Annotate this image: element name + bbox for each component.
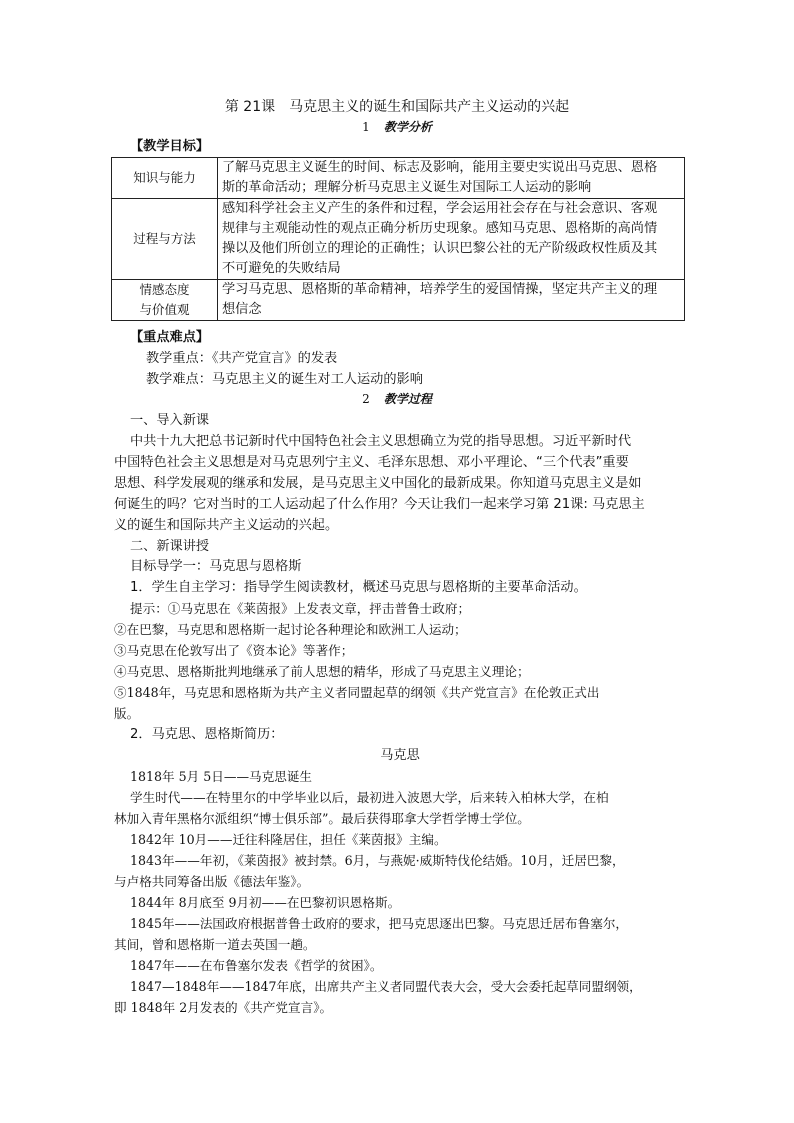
objective-line: 学习马克思、恩格斯的革命精神，培养学生的爱国情操，坚定共产主义的理 bbox=[222, 282, 658, 297]
hint-line: 版。 bbox=[114, 706, 140, 721]
paragraph-line: 中国特色社会主义思想是对马克思列宁主义、毛泽东思想、邓小平理论、“三个代表”重要 bbox=[114, 455, 629, 470]
objective-line: 操以及他们所创立的理论的正确性；认识巴黎公社的无产阶级政权性质及其 bbox=[222, 241, 658, 256]
timeline-line: 其间，曾和恩格斯一道去英国一趟。 bbox=[114, 937, 316, 952]
timeline-line: 1842年 10月——迁往科隆居住，担任《莱茵报》主编。 bbox=[130, 832, 447, 847]
objective-key bbox=[112, 280, 218, 321]
section-label: 教学过程 bbox=[383, 392, 432, 406]
section-label: 教学分析 bbox=[383, 120, 432, 134]
marx-heading: 马克思 bbox=[380, 748, 420, 763]
intro-heading: 一、导入新课 bbox=[130, 413, 210, 428]
objective-line: 不可避免的失败结局 bbox=[222, 261, 341, 276]
objectives-heading: 【教学目标】 bbox=[130, 139, 210, 154]
objective-value bbox=[218, 280, 685, 321]
guide-heading: 目标导学一：马克思与恩格斯 bbox=[130, 559, 302, 574]
table-row bbox=[112, 199, 685, 280]
timeline-line: 林加入青年黑格尔派组织“博士俱乐部”。最后获得耶拿大学哲学博士学位。 bbox=[114, 811, 530, 826]
objective-line: 感知科学社会主义产生的条件和过程，学会运用社会存在与社会意识、客观 bbox=[222, 201, 658, 216]
table-row bbox=[112, 158, 685, 199]
objective-key: 过程与方法 bbox=[112, 199, 218, 280]
key-point: 教学重点：《共产党宣言》的发表 bbox=[146, 351, 338, 366]
difficult-point: 教学难点：马克思主义的诞生对工人运动的影响 bbox=[146, 372, 423, 387]
paragraph-line: 中共十九大把总书记新时代中国特色社会主义思想确立为党的指导思想。习近平新时代 bbox=[130, 434, 632, 449]
objective-line: 规律与主观能动性的观点正确分析历史现象。感知马克思、恩格斯的高尚情 bbox=[222, 221, 658, 236]
new-lesson-heading: 二、新课讲授 bbox=[130, 539, 210, 554]
timeline-line: 1847—1848年——1847年底，出席共产主义者同盟代表大会，受大会委托起草同盟纲领， bbox=[130, 979, 642, 994]
lesson-title: 第 21课 马克思主义的诞生和国际共产主义运动的兴起 bbox=[224, 99, 570, 115]
objective-key: 知识与能力 bbox=[112, 158, 218, 199]
hint-line: ②在巴黎，马克思和恩格斯一起讨论各种理论和欧洲工人运动； bbox=[114, 622, 467, 637]
objective-line: 了解马克思主义诞生的时间、标志及影响，能用主要史实说出马克思、恩格 bbox=[222, 160, 658, 175]
timeline-line: 1844年 8月底至 9月初——在巴黎初识恩格斯。 bbox=[130, 895, 401, 910]
section-1-heading bbox=[0, 118, 794, 136]
table-row bbox=[112, 280, 685, 321]
objective-value bbox=[218, 199, 685, 280]
list-item: 1．学生自主学习：指导学生阅读教材，概述马克思与恩格斯的主要革命活动。 bbox=[130, 580, 587, 595]
list-item: 2．马克思、恩格斯简历： bbox=[130, 727, 284, 742]
hint-line: 提示：①马克思在《莱茵报》上发表文章，抨击普鲁士政府； bbox=[130, 601, 471, 616]
section-number: 1 bbox=[362, 120, 370, 134]
section-number: 2 bbox=[362, 392, 370, 406]
paragraph-line: 思想、科学发展观的继承和发展，是马克思主义中国化的最新成果。你知道马克思主义是如 bbox=[114, 476, 642, 491]
hint-line: ④马克思、恩格斯批判地继承了前人思想的精华，形成了马克思主义理论； bbox=[114, 664, 530, 679]
timeline-line: 1845年——法国政府根据普鲁士政府的要求，把马克思逐出巴黎。马克思迁居布鲁塞尔， bbox=[130, 916, 629, 931]
objective-value bbox=[218, 158, 685, 199]
timeline-line: 与卢格共同筹备出版《德法年鉴》。 bbox=[114, 874, 310, 889]
paragraph-line: 何诞生的吗？它对当时的工人运动起了什么作用？今天让我们一起来学习第 21课: 马克思主 bbox=[114, 497, 645, 512]
paragraph-line: 义的诞生和国际共产主义运动的兴起。 bbox=[114, 518, 339, 533]
objective-key-line: 与价值观 bbox=[139, 302, 190, 317]
objective-line: 想信念 bbox=[222, 302, 262, 317]
objectives-table bbox=[111, 157, 685, 321]
timeline-line: 1847年——在布鲁塞尔发表《哲学的贫困》。 bbox=[130, 958, 383, 973]
key-points-heading: 【重点难点】 bbox=[130, 330, 210, 345]
timeline-line: 1818年 5月 5日——马克思诞生 bbox=[130, 769, 313, 784]
timeline-line: 即 1848年 2月发表的《共产党宣言》。 bbox=[114, 1000, 333, 1015]
objective-key-line: 情感态度 bbox=[139, 282, 190, 297]
hint-line: ⑤1848年，马克思和恩格斯为共产主义者同盟起草的纲领《共产党宣言》在伦敦正式出 bbox=[114, 685, 600, 700]
hint-line: ③马克思在伦敦写出了《资本论》等著作； bbox=[114, 643, 354, 658]
objective-line: 斯的革命活动；理解分析马克思主义诞生对国际工人运动的影响 bbox=[222, 180, 592, 195]
section-2-heading bbox=[0, 390, 794, 408]
timeline-line: 学生时代——在特里尔的中学毕业以后，最初进入波恩大学，后来转入柏林大学，在柏 bbox=[130, 790, 609, 805]
timeline-line: 1843年——年初，《莱茵报》被封禁。6月，与燕妮·威斯特伐伦结婚。10月，迁居巴黎， bbox=[130, 853, 625, 868]
